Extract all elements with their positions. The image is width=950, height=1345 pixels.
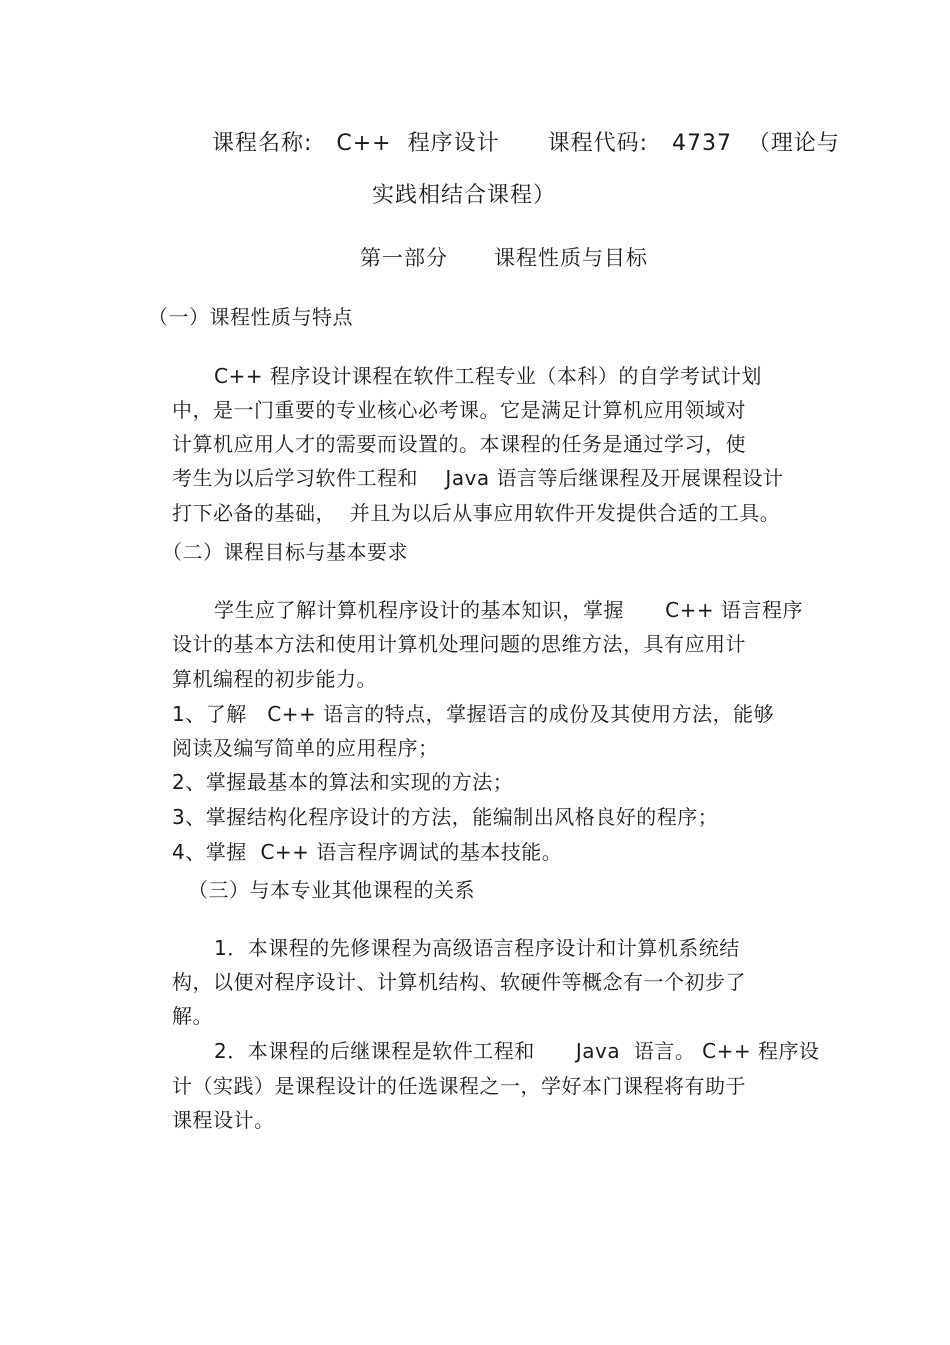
paragraph-line: 构，以便对程序设计、计算机结构、软硬件等概念有一个初步了	[172, 970, 746, 994]
paragraph-line: 考生为以后学习软件工程和 Java 语言等后继课程及开展课程设计	[172, 466, 784, 490]
paragraph-line: 课程设计。	[172, 1108, 275, 1132]
list-item: 2、掌握最基本的算法和实现的方法；	[172, 770, 514, 794]
list-item: 3、掌握结构化程序设计的方法，能编制出风格良好的程序；	[172, 805, 719, 829]
part-title: 第一部分 课程性质与目标	[360, 246, 649, 270]
paragraph-line: 1．本课程的先修课程为高级语言程序设计和计算机系统结	[214, 936, 740, 960]
section-heading-3: （三）与本专业其他课程的关系	[188, 878, 475, 902]
paragraph-line: 打下必备的基础， 并且为以后从事应用软件开发提供合适的工具。	[172, 501, 781, 525]
paragraph-line: 计算机应用人才的需要而设置的。本课程的任务是通过学习，使	[172, 432, 746, 456]
course-header-line-2: 实践相结合课程）	[372, 183, 557, 208]
paragraph-line: 2．本课程的后继课程是软件工程和 Java 语言。 C++ 程序设	[214, 1039, 820, 1063]
paragraph-line: 计（实践）是课程设计的任选课程之一，学好本门课程将有助于	[172, 1074, 746, 1098]
list-item: 1、了解 C++ 语言的特点，掌握语言的成份及其使用方法，能够	[172, 702, 775, 726]
paragraph-line: 中，是一门重要的专业核心必考课。它是满足计算机应用领域对	[172, 398, 746, 422]
paragraph-line: C++ 程序设计课程在软件工程专业（本科）的自学考试计划	[214, 364, 762, 388]
paragraph-line: 算机编程的初步能力。	[172, 667, 377, 691]
paragraph-line: 解。	[172, 1004, 213, 1028]
paragraph-line: 设计的基本方法和使用计算机处理问题的思维方法，具有应用计	[172, 632, 746, 656]
list-item: 4、掌握 C++ 语言程序调试的基本技能。	[172, 840, 563, 864]
section-heading-2: （二）课程目标与基本要求	[162, 540, 408, 564]
course-header-line-1: 课程名称: C++ 程序设计 课程代码: 4737 （理论与	[212, 131, 840, 156]
list-item: 阅读及编写简单的应用程序；	[172, 736, 439, 760]
paragraph-line: 学生应了解计算机程序设计的基本知识，掌握 C++ 语言程序	[214, 598, 803, 622]
section-heading-1: （一）课程性质与特点	[148, 305, 353, 329]
